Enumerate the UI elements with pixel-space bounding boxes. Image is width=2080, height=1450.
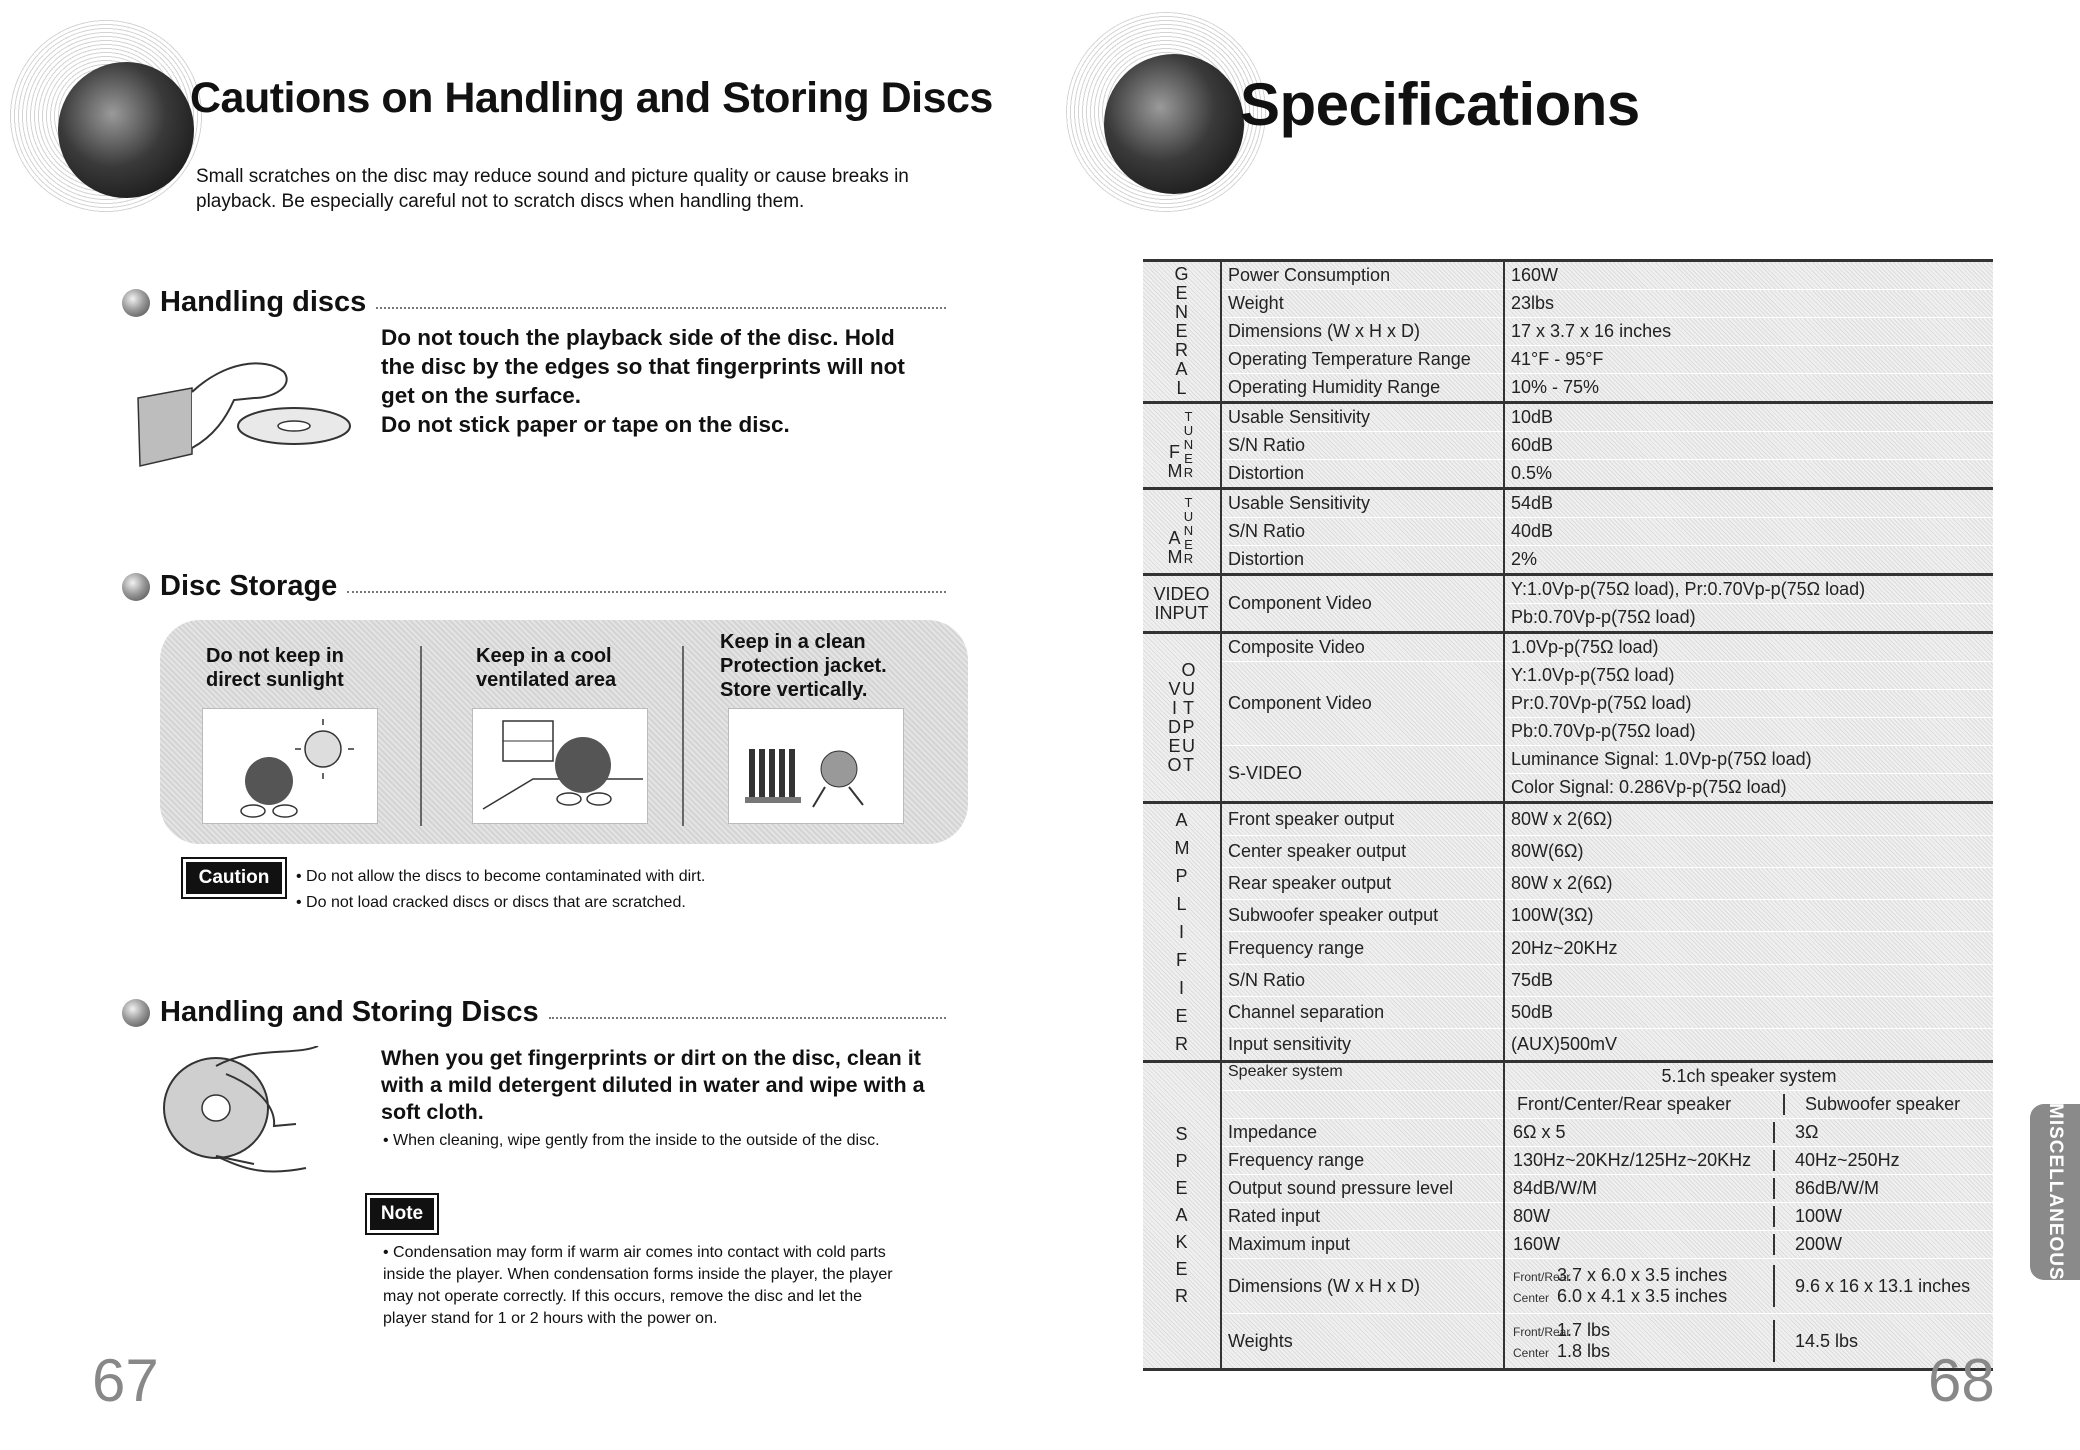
handling-text-3: get on the surface. [381,383,582,408]
spec-label: Dimensions (W x H x D) [1221,318,1504,346]
caution-text-1: • Do not allow the discs to become contaminated with dirt. [296,868,706,885]
vertical-storage-illustration [728,708,904,824]
spec-row [1143,1314,1993,1370]
handling-text-1: Do not touch the playback side of the disc. Hold [381,325,895,350]
weights-subwoofer: 14.5 lbs [1795,1330,1859,1351]
spec-value: (AUX)500mV [1504,1028,1993,1061]
cleaning-text-1: When you get fingerprints or dirt on the disc, clean it [381,1046,921,1070]
spec-row [1143,575,1993,604]
weights-a [1505,1320,1774,1362]
spec-value: 10% - 75% [1504,374,1993,403]
spec-value: 50dB [1504,996,1993,1028]
spec-value: 20Hz~20KHz [1504,932,1993,964]
caution-badge: Caution [186,862,282,894]
spec-value: 80W(6Ω) [1504,836,1993,868]
tip-label-3a: Keep in a clean [720,631,866,653]
spec-value: 10dB [1504,403,1993,432]
value-b: 86dB/W/M [1795,1178,1880,1198]
spec-value: 0.5% [1504,460,1993,489]
speaker-dimensions-table [1505,1265,1993,1307]
section-disc-storage [122,570,946,603]
spec-label: S-VIDEO [1221,746,1504,803]
handling-text-4: Do not stick paper or tape on the disc. [381,412,790,437]
spec-label: Maximum input [1221,1231,1504,1259]
value-b: 3Ω [1795,1122,1819,1142]
spec-label: Subwoofer speaker output [1221,900,1504,932]
cleaning-disc-illustration [156,1046,326,1186]
weights-front-rear-value: 1.7 lbs [1557,1320,1611,1340]
tip-label-2a: Keep in a cool [476,645,612,667]
ventilated-area-illustration [472,708,648,824]
page-title-right: Specifications [1240,71,1640,138]
spec-row [1143,1119,1993,1147]
spec-row [1143,1147,1993,1175]
spec-value: 23lbs [1504,290,1993,318]
group-sublabel: OUTPUT [1181,659,1196,775]
sunlight-illustration [202,708,378,824]
title-disc-center [1104,54,1244,194]
group-label: VIDEO [1167,678,1182,775]
spec-value: 60dB [1504,432,1993,460]
value-b: 100W [1795,1206,1843,1226]
speaker-values [1504,1203,1993,1231]
spec-row [1143,1091,1993,1119]
spec-label: Component Video [1221,662,1504,746]
spec-value: Pb:0.70Vp-p(75Ω load) [1504,604,1993,633]
value-b: 200W [1795,1234,1843,1254]
spec-row [1143,346,1993,374]
group-speaker [1143,1062,1221,1370]
speaker-values [1504,1175,1993,1203]
spec-row [1143,261,1993,290]
spec-label: Power Consumption [1221,261,1504,290]
weights-front-rear [1513,1320,1773,1341]
spec-label: Operating Temperature Range [1221,346,1504,374]
spec-label: S/N Ratio [1221,432,1504,460]
spec-row [1143,518,1993,546]
spec-label: Rated input [1221,1203,1504,1231]
spec-row [1143,964,1993,996]
spec-value: 100W(3Ω) [1504,900,1993,932]
section-bullet-icon [122,289,150,317]
spec-row [1143,374,1993,403]
group-video-output [1143,633,1221,803]
spec-label: Usable Sensitivity [1221,489,1504,518]
group-label-line1: VIDEO [1153,583,1210,604]
specifications-table [1143,259,1993,1371]
spec-row [1143,432,1993,460]
note-badge: Note [370,1198,434,1230]
spec-row [1143,836,1993,868]
spec-label: Center speaker output [1221,836,1504,868]
note-text-2: inside the player. When condensation forms inside the player, the player [383,1266,893,1283]
spec-value: 1.0Vp-p(75Ω load) [1504,633,1993,662]
spec-row [1143,633,1993,662]
spec-label: Distortion [1221,460,1504,489]
speaker-weights-table [1505,1320,1993,1362]
dims-a [1505,1265,1774,1307]
dotted-leader [347,591,946,593]
spec-label: Rear speaker output [1221,868,1504,900]
cleaning-text-3: soft cloth. [381,1100,484,1124]
spec-row [1143,1175,1993,1203]
tag-front-rear: Front/Rear [1513,1325,1571,1339]
spec-value: Y:1.0Vp-p(75Ω load) [1504,662,1993,690]
group-sublabel: TUNER [1183,495,1194,566]
group-label: SPEAKER [1175,1124,1188,1306]
spec-row [1143,460,1993,489]
note-text-3: may not operate correctly. If this occurs, remove the disc and let the [383,1288,863,1305]
spec-row [1143,546,1993,575]
spec-value: 17 x 3.7 x 16 inches [1504,318,1993,346]
cleaning-bullet: • When cleaning, wipe gently from the inside to the outside of the disc. [383,1132,880,1149]
tip-label-2b: ventilated area [476,669,617,691]
storage-tip-sunlight [160,620,422,844]
group-video-input [1143,575,1221,633]
spec-value: 54dB [1504,489,1993,518]
spec-label: Distortion [1221,546,1504,575]
group-amplifier [1143,803,1221,1062]
note-text-1: • Condensation may form if warm air comes into contact with cold parts [383,1244,886,1261]
spec-label: Front speaker output [1221,803,1504,836]
group-am-tuner [1143,489,1221,575]
value-a: 80W [1505,1206,1774,1227]
group-label: GENERAL [1174,264,1189,398]
dotted-leader [376,307,946,309]
spec-label: Input sensitivity [1221,1028,1504,1061]
section-side-tab[interactable]: MISCELLANEOUS [2030,1104,2080,1280]
spec-row [1143,900,1993,932]
speaker-subheader-table [1505,1094,1993,1115]
title-disc-center [58,62,194,198]
spec-row [1143,489,1993,518]
dims-front-rear-value: 3.7 x 6.0 x 3.5 inches [1557,1265,1728,1285]
spec-value: 40dB [1504,518,1993,546]
spec-row [1143,1062,1993,1091]
weights-center [1513,1341,1773,1362]
spec-label: Speaker system [1221,1062,1504,1091]
speaker-values [1504,1119,1993,1147]
group-label: FM [1167,442,1183,481]
spec-label: Weight [1221,290,1504,318]
speaker-values-table [1505,1150,1993,1171]
spec-value: Pr:0.70Vp-p(75Ω load) [1504,690,1993,718]
speaker-values-table [1505,1234,1993,1255]
spec-label: Frequency range [1221,1147,1504,1175]
tip-divider [420,646,422,826]
spec-value: 160W [1504,261,1993,290]
weights-center-value: 1.8 lbs [1557,1341,1611,1361]
section-heading: Disc Storage [160,570,338,602]
speaker-values-table [1505,1178,1993,1199]
intro-line-2: playback. Be especially careful not to scratch discs when handling them. [196,191,805,212]
group-sublabel: TUNER [1183,409,1194,480]
speaker-values-table [1505,1122,1993,1143]
spec-label: S/N Ratio [1221,518,1504,546]
storage-tip-jacket [692,620,954,844]
speaker-values [1504,1147,1993,1175]
spec-value: Luminance Signal: 1.0Vp-p(75Ω load) [1504,746,1993,774]
group-label: AMPLIFIER [1174,810,1190,1054]
page-number-left: 67 [92,1347,159,1414]
spec-label: Impedance [1221,1119,1504,1147]
spec-row [1143,996,1993,1028]
group-fm-tuner [1143,403,1221,489]
spec-value: 2% [1504,546,1993,575]
value-b: 40Hz~250Hz [1795,1150,1900,1170]
tag-center: Center [1513,1346,1550,1360]
tip-label-1a: Do not keep in [206,645,344,667]
section-cleaning [122,996,946,1029]
spec-label: Component Video [1221,575,1504,633]
spec-value: 80W x 2(6Ω) [1504,868,1993,900]
spec-value: 80W x 2(6Ω) [1504,803,1993,836]
caution-text-2: • Do not load cracked discs or discs that are scratched. [296,894,686,911]
spec-row [1143,868,1993,900]
spec-value: 5.1ch speaker system [1504,1062,1993,1091]
spec-value: 75dB [1504,964,1993,996]
spec-row [1143,290,1993,318]
note-text-4: player stand for 1 or 2 hours with the power on. [383,1310,718,1327]
section-bullet-icon [122,573,150,601]
spec-label: Composite Video [1221,633,1504,662]
tag-front-rear: Front/Rear [1513,1270,1571,1284]
spec-row [1143,1231,1993,1259]
spec-row [1143,803,1993,836]
spec-label: Channel separation [1221,996,1504,1028]
section-heading: Handling and Storing Discs [160,996,539,1028]
spec-value: Color Signal: 0.286Vp-p(75Ω load) [1504,774,1993,803]
intro-line-1: Small scratches on the disc may reduce sound and picture quality or cause breaks in [196,166,909,187]
storage-tip-cool [430,620,692,844]
dotted-leader [549,1017,946,1019]
spec-label: Frequency range [1221,932,1504,964]
tip-divider [682,646,684,826]
spec-label: Output sound pressure level [1221,1175,1504,1203]
speaker-subheader [1504,1091,1993,1119]
speaker-values [1504,1231,1993,1259]
spec-label: Operating Humidity Range [1221,374,1504,403]
spec-row [1143,1028,1993,1061]
spec-row [1143,1259,1993,1314]
spec-label: S/N Ratio [1221,964,1504,996]
spec-value: 41°F - 95°F [1504,346,1993,374]
tag-center: Center [1513,1291,1550,1305]
spec-row [1143,932,1993,964]
group-label-line2: INPUT [1154,602,1209,623]
dims-center-value: 6.0 x 4.1 x 3.5 inches [1557,1286,1728,1306]
section-handling-discs [122,286,946,319]
spec-row [1143,746,1993,774]
value-a: 130Hz~20KHz/125Hz~20KHz [1505,1150,1774,1171]
dims-subwoofer: 9.6 x 16 x 13.1 inches [1795,1275,1971,1296]
value-a: 84dB/W/M [1505,1178,1774,1199]
spec-label: Usable Sensitivity [1221,403,1504,432]
speaker-dimensions [1504,1259,1993,1314]
spec-label: Weights [1221,1314,1504,1370]
tip-label-1b: direct sunlight [206,669,344,691]
group-general [1143,261,1221,403]
storage-tips-panel [160,620,968,844]
page-number-right: 68 [1928,1347,1995,1414]
value-a: 6Ω x 5 [1505,1122,1774,1143]
section-bullet-icon [122,999,150,1027]
speaker-values-table [1505,1206,1993,1227]
spec-row [1143,403,1993,432]
dims-center [1513,1286,1773,1307]
col-b-header: Subwoofer speaker [1805,1094,1961,1114]
spec-label-empty [1221,1091,1504,1119]
speaker-weights [1504,1314,1993,1370]
group-label: AM [1167,528,1183,567]
page-title-left: Cautions on Handling and Storing Discs [190,74,993,122]
spec-row [1143,318,1993,346]
tip-label-3c: Store vertically. [720,679,868,701]
spec-row [1143,1203,1993,1231]
cleaning-text-2: with a mild detergent diluted in water and wipe with a [381,1073,925,1097]
spec-label: Dimensions (W x H x D) [1221,1259,1504,1314]
section-heading: Handling discs [160,286,367,318]
spec-value: Pb:0.70Vp-p(75Ω load) [1504,718,1993,746]
spec-value: Y:1.0Vp-p(75Ω load), Pr:0.70Vp-p(75Ω load) [1504,575,1993,604]
tip-label-3b: Protection jacket. [720,655,887,677]
hand-holding-disc-illustration [134,358,354,468]
spec-row [1143,662,1993,690]
handling-text-2: the disc by the edges so that fingerprints will not [381,354,905,379]
dims-front-rear [1513,1265,1773,1286]
col-a-header: Front/Center/Rear speaker [1505,1094,1784,1115]
value-a: 160W [1505,1234,1774,1255]
